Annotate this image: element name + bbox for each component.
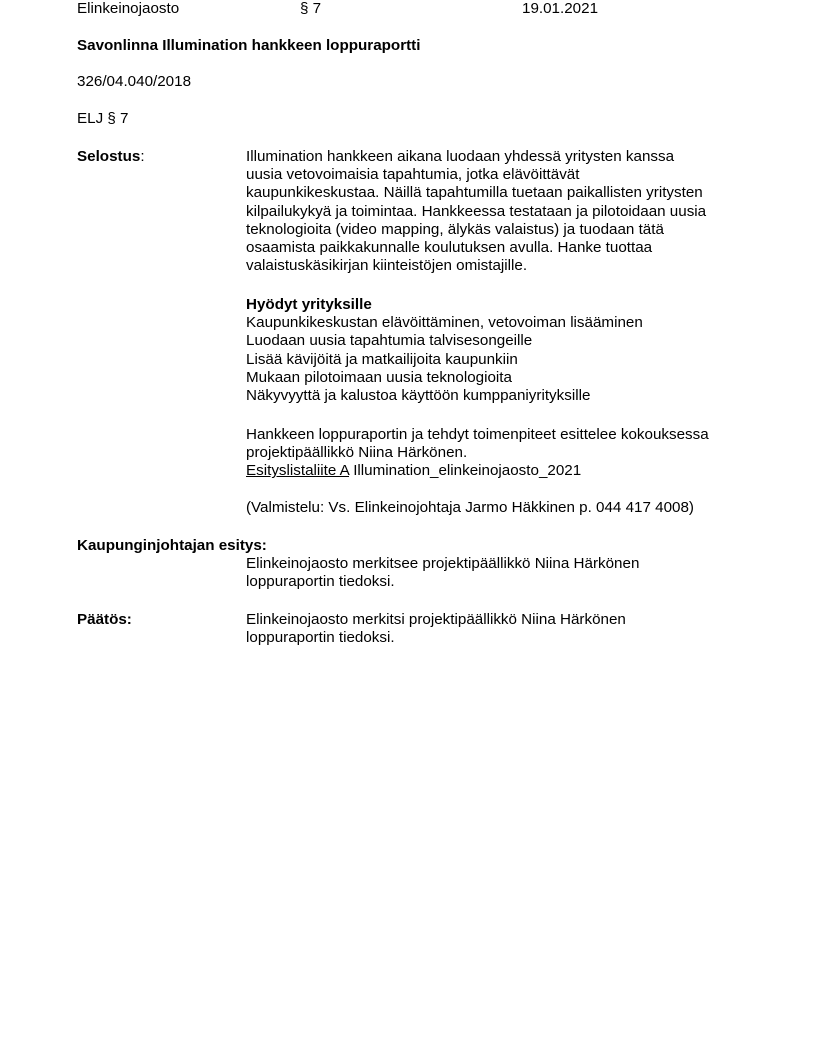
decision-text bbox=[246, 611, 766, 647]
intro-line: teknologioita (video mapping, älykäs valaistus) ja tuodaan tätä bbox=[246, 220, 664, 238]
attachment-name: Illumination_elinkeinojaosto_2021 bbox=[348, 462, 582, 480]
selostus-label-text: Selostus bbox=[77, 148, 141, 165]
intro-line: osaamista paikkakunnalle koulutuksen avulla. Hanke tuottaa bbox=[246, 239, 653, 257]
proposal-label: Kaupunginjohtajan esitys: bbox=[77, 537, 267, 554]
decision-line: Elinkeinojaosto merkitsi projektipäällikkö Niina Härkönen bbox=[246, 611, 626, 628]
presentation-paragraph bbox=[246, 426, 766, 481]
presentation-line: projektipäällikkö Niina Härkönen. bbox=[246, 444, 468, 462]
proposal-text bbox=[246, 555, 766, 591]
benefits-heading: Hyödyt yrityksille bbox=[246, 296, 372, 313]
benefit-item: Lisää kävijöitä ja matkailijoita kaupunkiin bbox=[246, 350, 518, 368]
intro-line: Illumination hankkeen aikana luodaan yhdessä yritysten kanssa bbox=[246, 148, 675, 165]
header-section: § 7 bbox=[300, 0, 322, 17]
intro-line: uusia vetovoimaisia tapahtumia, jotka elävöittävät bbox=[246, 166, 580, 184]
benefit-item: Kaupunkikeskustan elävöittäminen, vetovoiman lisääminen bbox=[246, 314, 643, 332]
proposal-line: loppuraportin tiedoksi. bbox=[246, 573, 395, 591]
intro-line: kilpailukykyä ja toimintaa. Hankkeessa testataan ja pilotoidaan uusia bbox=[246, 202, 707, 220]
selostus-label bbox=[77, 148, 145, 166]
preparer-note: (Valmistelu: Vs. Elinkeinojohtaja Jarmo Häkkinen p. 044 417 4008) bbox=[246, 499, 694, 516]
benefit-item: Näkyvyyttä ja kalustoa käyttöön kumppaniyrityksille bbox=[246, 387, 591, 405]
selostus-label-colon: : bbox=[140, 148, 145, 165]
benefit-item: Mukaan pilotoimaan uusia teknologioita bbox=[246, 368, 512, 386]
header-committee: Elinkeinojaosto bbox=[77, 0, 180, 17]
intro-line: valaistuskäsikirjan kiinteistöjen omistajille. bbox=[246, 257, 528, 275]
document-title: Savonlinna Illumination hankkeen loppuraportti bbox=[77, 37, 421, 54]
selostus-intro bbox=[246, 148, 766, 275]
record-number: 326/04.040/2018 bbox=[77, 73, 192, 90]
header-date: 19.01.2021 bbox=[522, 0, 599, 17]
benefits-section bbox=[246, 296, 766, 405]
attachment-row bbox=[246, 462, 766, 480]
decision-label: Päätös: bbox=[77, 611, 132, 628]
decision-line: loppuraportin tiedoksi. bbox=[246, 629, 395, 647]
proposal-line: Elinkeinojaosto merkitsee projektipäällikkö Niina Härkönen bbox=[246, 555, 640, 572]
presentation-line: Hankkeen loppuraportin ja tehdyt toimenpiteet esittelee kokouksessa bbox=[246, 426, 709, 443]
elj-reference: ELJ § 7 bbox=[77, 110, 129, 127]
attachment-link[interactable]: Esityslistaliite A bbox=[246, 462, 349, 480]
benefit-item: Luodaan uusia tapahtumia talvisesongeille bbox=[246, 332, 533, 350]
intro-line: kaupunkikeskustaa. Näillä tapahtumilla tuetaan paikallisten yritysten bbox=[246, 184, 703, 202]
